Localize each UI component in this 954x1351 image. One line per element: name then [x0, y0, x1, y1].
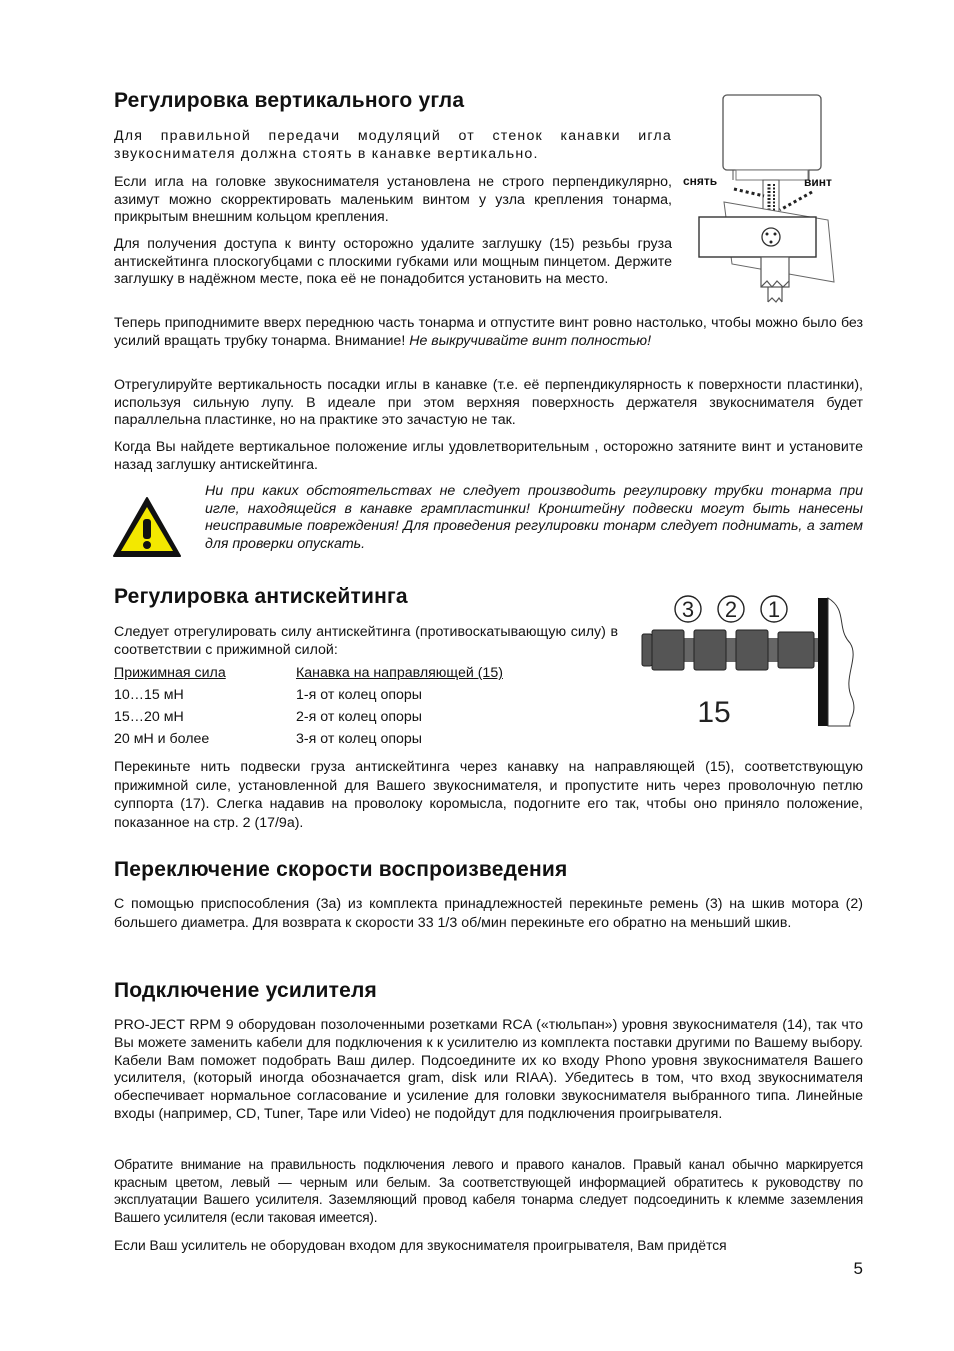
- vertical-paragraph-3: Для получения доступа к винту осторожно удалите заглушку (15) резьбы груза антискейтинга плоскогубцами с плоскими губками или мощным пинцетом. Держите заглушку в надёжном месте, пока её не понадобится установить на место.: [114, 236, 672, 288]
- table-header-groove: Канавка на направляющей (15): [296, 665, 503, 681]
- vertical-paragraph-1: Для правильной передачи модуляций от стенок канавки игла звукоснимателя должна стоять в канавке вертикально.: [114, 128, 672, 162]
- vertical-paragraph-2: Если игла на головке звукоснимателя установлена не строго перпендикулярно, азимут можно скорректировать маленьким винтом у узла крепления тонарма, прикрытым внешним кольцом крепления.: [114, 174, 672, 226]
- part-number-15: 15: [697, 696, 731, 729]
- warning-text: Ни при каких обстоятельствах не следует производить регулировку трубки тонарма при игле, находящейся в канавке грампластинки! Кронштейну подвески могут быть нанесены неисправимые повреждения! Для проведения регулировки тонарм следует поднимать, а затем для проверки опускать.: [205, 483, 863, 552]
- table-header-force: Прижимная сила: [114, 665, 226, 681]
- ring-label-2-text: 2: [724, 597, 738, 622]
- label-remove: снять: [683, 174, 718, 188]
- mount-block: [699, 217, 816, 257]
- page-number: 5: [853, 1259, 863, 1278]
- heading-vertical-angle: Регулировка вертикального угла: [114, 89, 465, 112]
- antiskating-intro: Следует отрегулировать силу антискейтинга (противоскатывающую силу) в соответствии с прижимной силой:: [114, 624, 618, 658]
- ring-label-3-text: 3: [681, 597, 695, 622]
- heading-amplifier: Подключение усилителя: [114, 979, 377, 1002]
- ring-label-1-text: 1: [767, 597, 781, 622]
- ring-label-1: [761, 596, 787, 622]
- cartridge-body: [723, 95, 821, 170]
- amp-paragraph-1: PRO-JECT RPM 9 оборудован позолоченными розетками RCA («тюльпан») уровня звукоснимателя (14), так что Вы можете заменить кабели для подключения к к усилителю из комплекта поставки другими по Вашему выбору. Кабели Вам поможет подобрать Ваш дилер. Подсоедините их ко входу Phono уровня звукоснимателя Вашего усилителя, (который иногда обозначается gram, disk или RIAA). Убедитесь в том, что вход звукоснимателя обеспечивает нормальное согласование и усиление для головки звукоснимателя выбранного типа. Линейные входы (например, CD, Tuner, Tape или Video) не подойдут для подключения проигрывателя.: [114, 1017, 863, 1122]
- vertical-paragraph-6: Когда Вы найдете вертикальное положение иглы удовлетворительным , осторожно затяните винт и установите назад заглушку антискейтинга.: [114, 439, 863, 473]
- mount-wall: [818, 598, 828, 726]
- amp-paragraph-3: Если Ваш усилитель не оборудован входом для звукоснимателя проигрывателя, Вам придётся: [114, 1238, 727, 1253]
- antiskating-guide-figure: [636, 588, 864, 738]
- table-row-3-force: 20 мН и более: [114, 731, 210, 747]
- ring-label-3: [675, 596, 701, 622]
- heading-speed: Переключение скорости воспроизведения: [114, 858, 568, 881]
- table-row-3-groove: 3-я от колец опоры: [296, 731, 422, 747]
- tonearm-azimuth-figure: [676, 92, 856, 310]
- amp-paragraph-2: Обратите внимание на правильность подключения левого и правого каналов. Правый канал обычно маркируется красным цветом, левый — черным или белым. За соответствующей информацией обратитесь к руководству по эксплуатации Вашего усилителя. Заземляющий провод кабеля тонарма следует подсоединить к клемме заземления Вашего усилителя (если таковая имеется).: [114, 1157, 863, 1225]
- guide-ring-2: [694, 630, 726, 670]
- guide-ring-3: [652, 630, 684, 670]
- label-screw: винт: [804, 175, 832, 189]
- speed-paragraph: С помощью приспособления (3a) из комплекта принадлежностей перекиньте ремень (3) на шкив мотора (2) большего диаметра. Для возврата к скорости 33 1/3 об/мин перекиньте его обратно на меньший шкив.: [114, 896, 863, 931]
- ring-label-2: [718, 596, 744, 622]
- guide-ring-1: [736, 630, 768, 670]
- vertical-paragraph-4-text: Теперь приподнимите вверх переднюю часть тонарма и отпустите винт ровно настолько, чтобы можно было без усилий вращать трубку тонарма. Внимание!: [114, 315, 863, 349]
- table-row-2-force: 15…20 мН: [114, 709, 184, 725]
- warning-icon: [111, 495, 183, 559]
- table-row-1-force: 10…15 мН: [114, 687, 184, 703]
- table-row-2-groove: 2-я от колец опоры: [296, 709, 422, 725]
- antiskating-paragraph-2: Перекиньте нить подвески груза антискейтинга через канавку на направляющей (15), соответствующую прижимной силе, установленной для Вашего звукоснимателя, и пропустите нить через проволочную петлю суппорта (17). Слегка надавив на проволоку коромысла, подогните его так, чтобы оно приняло положение, показанное на стр. 2 (17/9a).: [114, 759, 863, 831]
- table-row-1-groove: 1-я от колец опоры: [296, 687, 422, 703]
- vertical-paragraph-4-emphasis: Не выкручивайте винт полностью!: [409, 332, 652, 349]
- heading-antiskating: Регулировка антискейтинга: [114, 585, 408, 608]
- vertical-paragraph-4: [114, 315, 863, 350]
- vertical-paragraph-5: Отрегулируйте вертикальность посадки иглы в канавке (т.е. её перпендикулярность к поверхности пластинки), используя сильную лупу. В идеале при этом верхняя поверхность держателя звукоснимателя будет параллельна пластинке, но на практике это зачастую не так.: [114, 377, 863, 429]
